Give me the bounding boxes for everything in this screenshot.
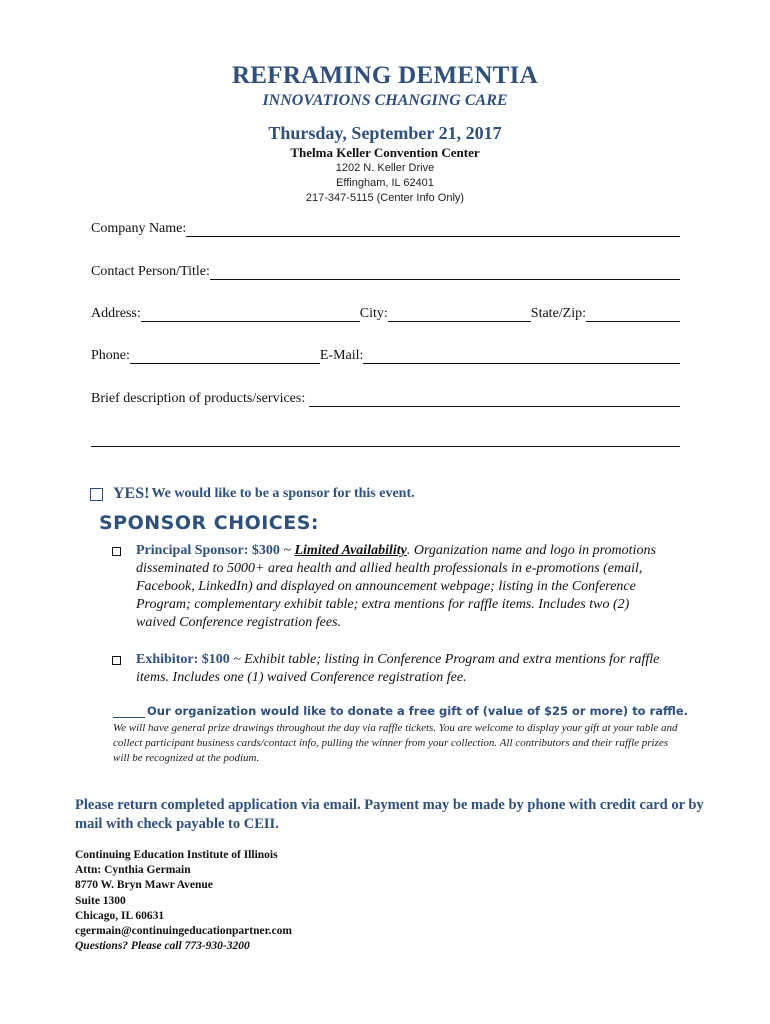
company-field[interactable] xyxy=(186,222,680,237)
contact-field[interactable] xyxy=(210,265,680,280)
venue-city: Effingham, IL 62401 xyxy=(336,177,434,189)
principal-sponsor-option[interactable] xyxy=(112,542,672,632)
state-zip-label: State/Zip: xyxy=(530,306,587,321)
contact-email[interactable]: cgermain@continuingeducationpartner.com xyxy=(75,925,292,938)
return-instructions: Please return completed application via email. Payment may be made by phone with credit card or by mail with check payable to CEII. xyxy=(75,797,704,832)
email-field[interactable] xyxy=(363,349,680,364)
address-label: Address: xyxy=(91,306,141,321)
company-row xyxy=(91,219,680,237)
phone-field[interactable] xyxy=(130,349,320,364)
address-field[interactable] xyxy=(141,307,360,322)
city-label: City: xyxy=(359,306,388,321)
limited-availability: Limited Availability xyxy=(294,543,407,558)
principal-description: . Organization name and logo in promotions disseminated to 5000+ area health and allied health professionals in e-promotions (email, Facebook, LinkedIn) and displayed on announcement webpage; listing in the Conference Program; complementary exhibit table; extra mentions for raffle items. Includes two (2) waived Conference registration fees. xyxy=(136,543,656,630)
phone-row xyxy=(91,346,680,364)
email-label: E-Mail: xyxy=(319,348,364,363)
sponsor-choices-heading: SPONSOR CHOICES: xyxy=(99,512,320,534)
exhibitor-label: Exhibitor: $100 xyxy=(136,652,230,667)
exhibitor-option[interactable] xyxy=(112,651,672,687)
event-date: Thursday, September 21, 2017 xyxy=(268,123,502,143)
event-subtitle: INNOVATIONS CHANGING CARE xyxy=(262,92,508,109)
sponsor-yes-option[interactable] xyxy=(90,485,415,503)
venue-name: Thelma Keller Convention Center xyxy=(290,145,480,160)
yes-word: YES! xyxy=(113,485,150,502)
city-field[interactable] xyxy=(388,307,531,322)
raffle-donation-text: Our organization would like to donate a free gift of (value of $25 or more) to raffle. xyxy=(147,704,689,718)
contact-city: Chicago, IL 60631 xyxy=(75,909,165,922)
venue-phone: 217-347-5115 (Center Info Only) xyxy=(305,192,465,204)
yes-text: We would like to be a sponsor for this event. xyxy=(151,486,415,501)
principal-separator: ~ xyxy=(279,543,295,558)
phone-label: Phone: xyxy=(91,348,130,363)
address-row xyxy=(91,304,680,322)
description-field-line-2[interactable] xyxy=(91,446,680,447)
state-zip-field[interactable] xyxy=(586,307,680,322)
checkbox-icon[interactable] xyxy=(112,547,121,556)
contact-attn: Attn: Cynthia Germain xyxy=(75,864,191,877)
exhibitor-description: ~ Exhibit table; listing in Conference Program and extra mentions for raffle items. Includes one (1) waived Conference registration fee. xyxy=(136,652,660,685)
contact-suite: Suite 1300 xyxy=(75,894,126,907)
checkbox-icon[interactable] xyxy=(112,656,121,665)
principal-sponsor-label: Principal Sponsor: $300 xyxy=(136,543,280,558)
contact-row xyxy=(91,262,680,280)
raffle-description: We will have general prize drawings throughout the day via raffle tickets. You are welcome to display your gift at your table and collect participant business cards/contact info, pulling the winner from your collection. All contributors and their raffle prizes will be recognized at the podium. xyxy=(113,722,678,764)
description-row xyxy=(91,389,680,407)
contact-label: Contact Person/Title: xyxy=(91,264,210,279)
company-label: Company Name: xyxy=(91,221,187,236)
contact-questions: Questions? Please call 773-930-3200 xyxy=(75,940,250,953)
contact-block xyxy=(75,848,292,954)
raffle-donation-option[interactable] xyxy=(113,704,688,718)
checkbox-icon[interactable] xyxy=(90,488,103,501)
raffle-blank-field[interactable] xyxy=(113,705,145,718)
description-field[interactable] xyxy=(309,392,680,407)
venue-street: 1202 N. Keller Drive xyxy=(335,162,435,174)
event-title: REFRAMING DEMENTIA xyxy=(231,62,539,89)
contact-street: 8770 W. Bryn Mawr Avenue xyxy=(75,879,213,892)
contact-org: Continuing Education Institute of Illinois xyxy=(75,849,278,861)
description-label: Brief description of products/services: xyxy=(91,391,306,406)
